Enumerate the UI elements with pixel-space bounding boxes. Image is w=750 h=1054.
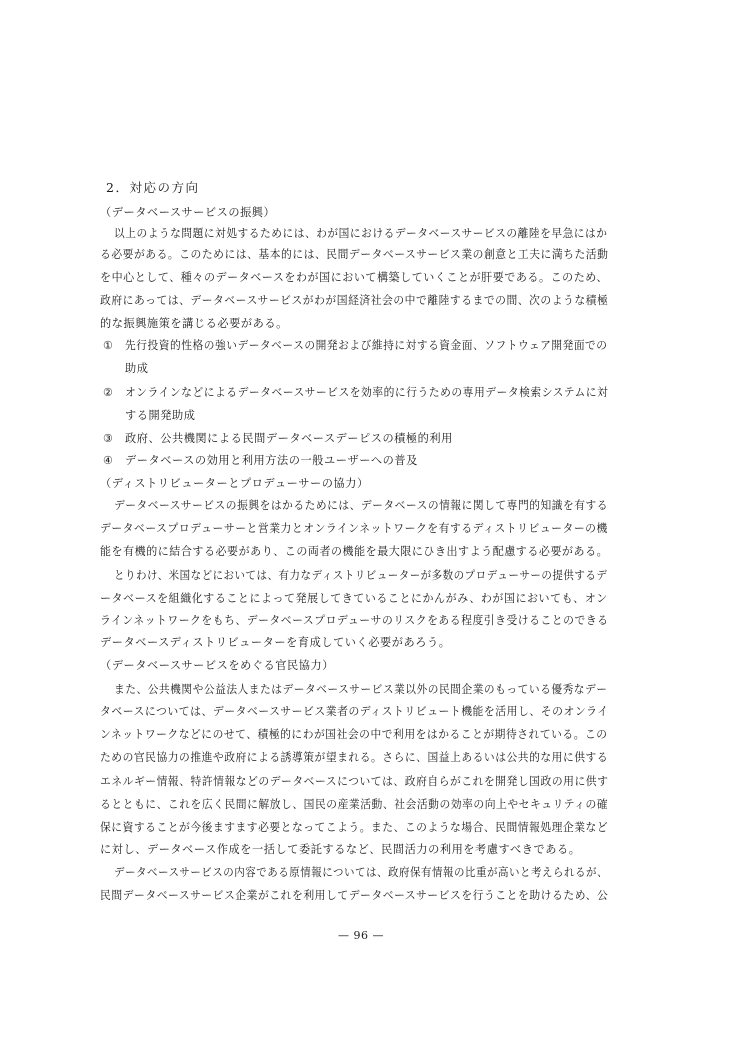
- list-item-line: 助成: [125, 362, 149, 375]
- paragraph-line: を中心として、種々のデータベースをわが国において構築していくことが肝要である。このため、: [100, 271, 609, 284]
- paragraph-line: 以上のような問題に対処するためには、わが国におけるデータベースサービスの離陸を早急にはか: [114, 227, 608, 240]
- list-item-marker: ②: [103, 386, 114, 399]
- list-item-line: 先行投資的性格の強いデータベースの開発および維持に対する資金面、ソフトウェア開発面での: [125, 339, 608, 352]
- paragraph-line: に対し、データベース作成を一括して委託するなど、民間活力の利用を考慮すべきである。: [100, 843, 581, 856]
- paragraph-line: データベースプロデューサーと営業力とオンラインネットワークを有するディストリビューターの機: [100, 522, 608, 535]
- paragraph-line: とりわけ、米国などにおいては、有力なディストリビューターが多数のプロデューサーの提供するデ: [114, 569, 608, 582]
- paragraph-line: タベースについては、データベースサービス業者のディストリビュート機能を活用し、そのオンライ: [100, 705, 609, 718]
- paragraph-line: ラインネットワークをもち、データベースプロデューサのリスクをある程度引き受けることのできる: [100, 614, 609, 627]
- paragraph-line: データベースサービスの振興をはかるためには、データベースの情報に関して専門的知識を有する: [114, 499, 608, 512]
- subsection-title: （ディストリビューターとプロデューサーの協力）: [100, 477, 369, 490]
- list-item-line: する開発助成: [125, 409, 196, 422]
- paragraph-line: また、公共機関や公益法人またはデータベースサービス業以外の民間企業のもっている優秀なデー: [114, 683, 608, 696]
- paragraph-line: ータベースを組織化することによって発展してきていることにかんがみ、わが国においても、オン: [100, 592, 608, 605]
- paragraph-line: る必要がある。このためには、基本的には、民間データベースサービス業の創意と工夫に満ちた活動: [100, 248, 609, 261]
- paragraph-line: 政府にあっては、データベースサービスがわが国経済社会の中で離陸するまでの間、次のような積極: [100, 294, 609, 307]
- subsection-title: （データベースサービスの振興）: [100, 206, 276, 219]
- page-number: — 96 —: [338, 929, 384, 942]
- paragraph-line: 的な振興施策を講じる必要がある。: [100, 317, 288, 330]
- list-item-line: オンラインなどによるデータベースサービスを効率的に行うための専用データ検索システムに対: [125, 386, 609, 399]
- paragraph-line: ための官民協力の推進や政府による誘導策が望まれる。さらに、国益上あるいは公共的な用に供する: [100, 751, 609, 764]
- paragraph-line: 民間データベースサービス企業がこれを利用してデータベースサービスを行うことを助けるため、公: [100, 889, 609, 902]
- list-item-marker: ①: [103, 339, 114, 352]
- list-item-line: 政府、公共機関による民間データベースデーピスの積極的利用: [125, 432, 453, 445]
- list-item-marker: ③: [103, 432, 114, 445]
- list-item-marker: ④: [103, 454, 114, 467]
- paragraph-line: 能を有機的に結合する必要があり、この両者の機能を最大限にひき出すよう配慮する必要がある。: [100, 545, 609, 558]
- paragraph-line: データベースディストリビューターを育成していく必要があろう。: [100, 636, 451, 649]
- paragraph-line: るとともに、これを広く民間に解放し、国民の産業活動、社会活動の効率の向上やセキュリティの確: [100, 798, 609, 811]
- paragraph-line: データベースサービスの内容である原情報については、政府保有情報の比重が高いと考えられるが、: [114, 866, 608, 879]
- list-item-line: データベースの効用と利用方法の一般ユーザーへの普及: [125, 454, 418, 467]
- subsection-title: （データベースサービスをめぐる官民協力）: [100, 659, 334, 672]
- paragraph-line: ンネットワークなどにのせて、積極的にわが国社会の中で利用をはかることが期待されている。この: [100, 728, 608, 741]
- section-heading: 2．対応の方向: [106, 180, 200, 195]
- paragraph-line: エネルギー情報、特許情報などのデータベースについては、政府自らがこれを開発し国政の用に供す: [100, 775, 609, 788]
- paragraph-line: 保に資することが今後ますます必要となってこよう。また、このような場合、民間情報処理企業など: [100, 821, 609, 834]
